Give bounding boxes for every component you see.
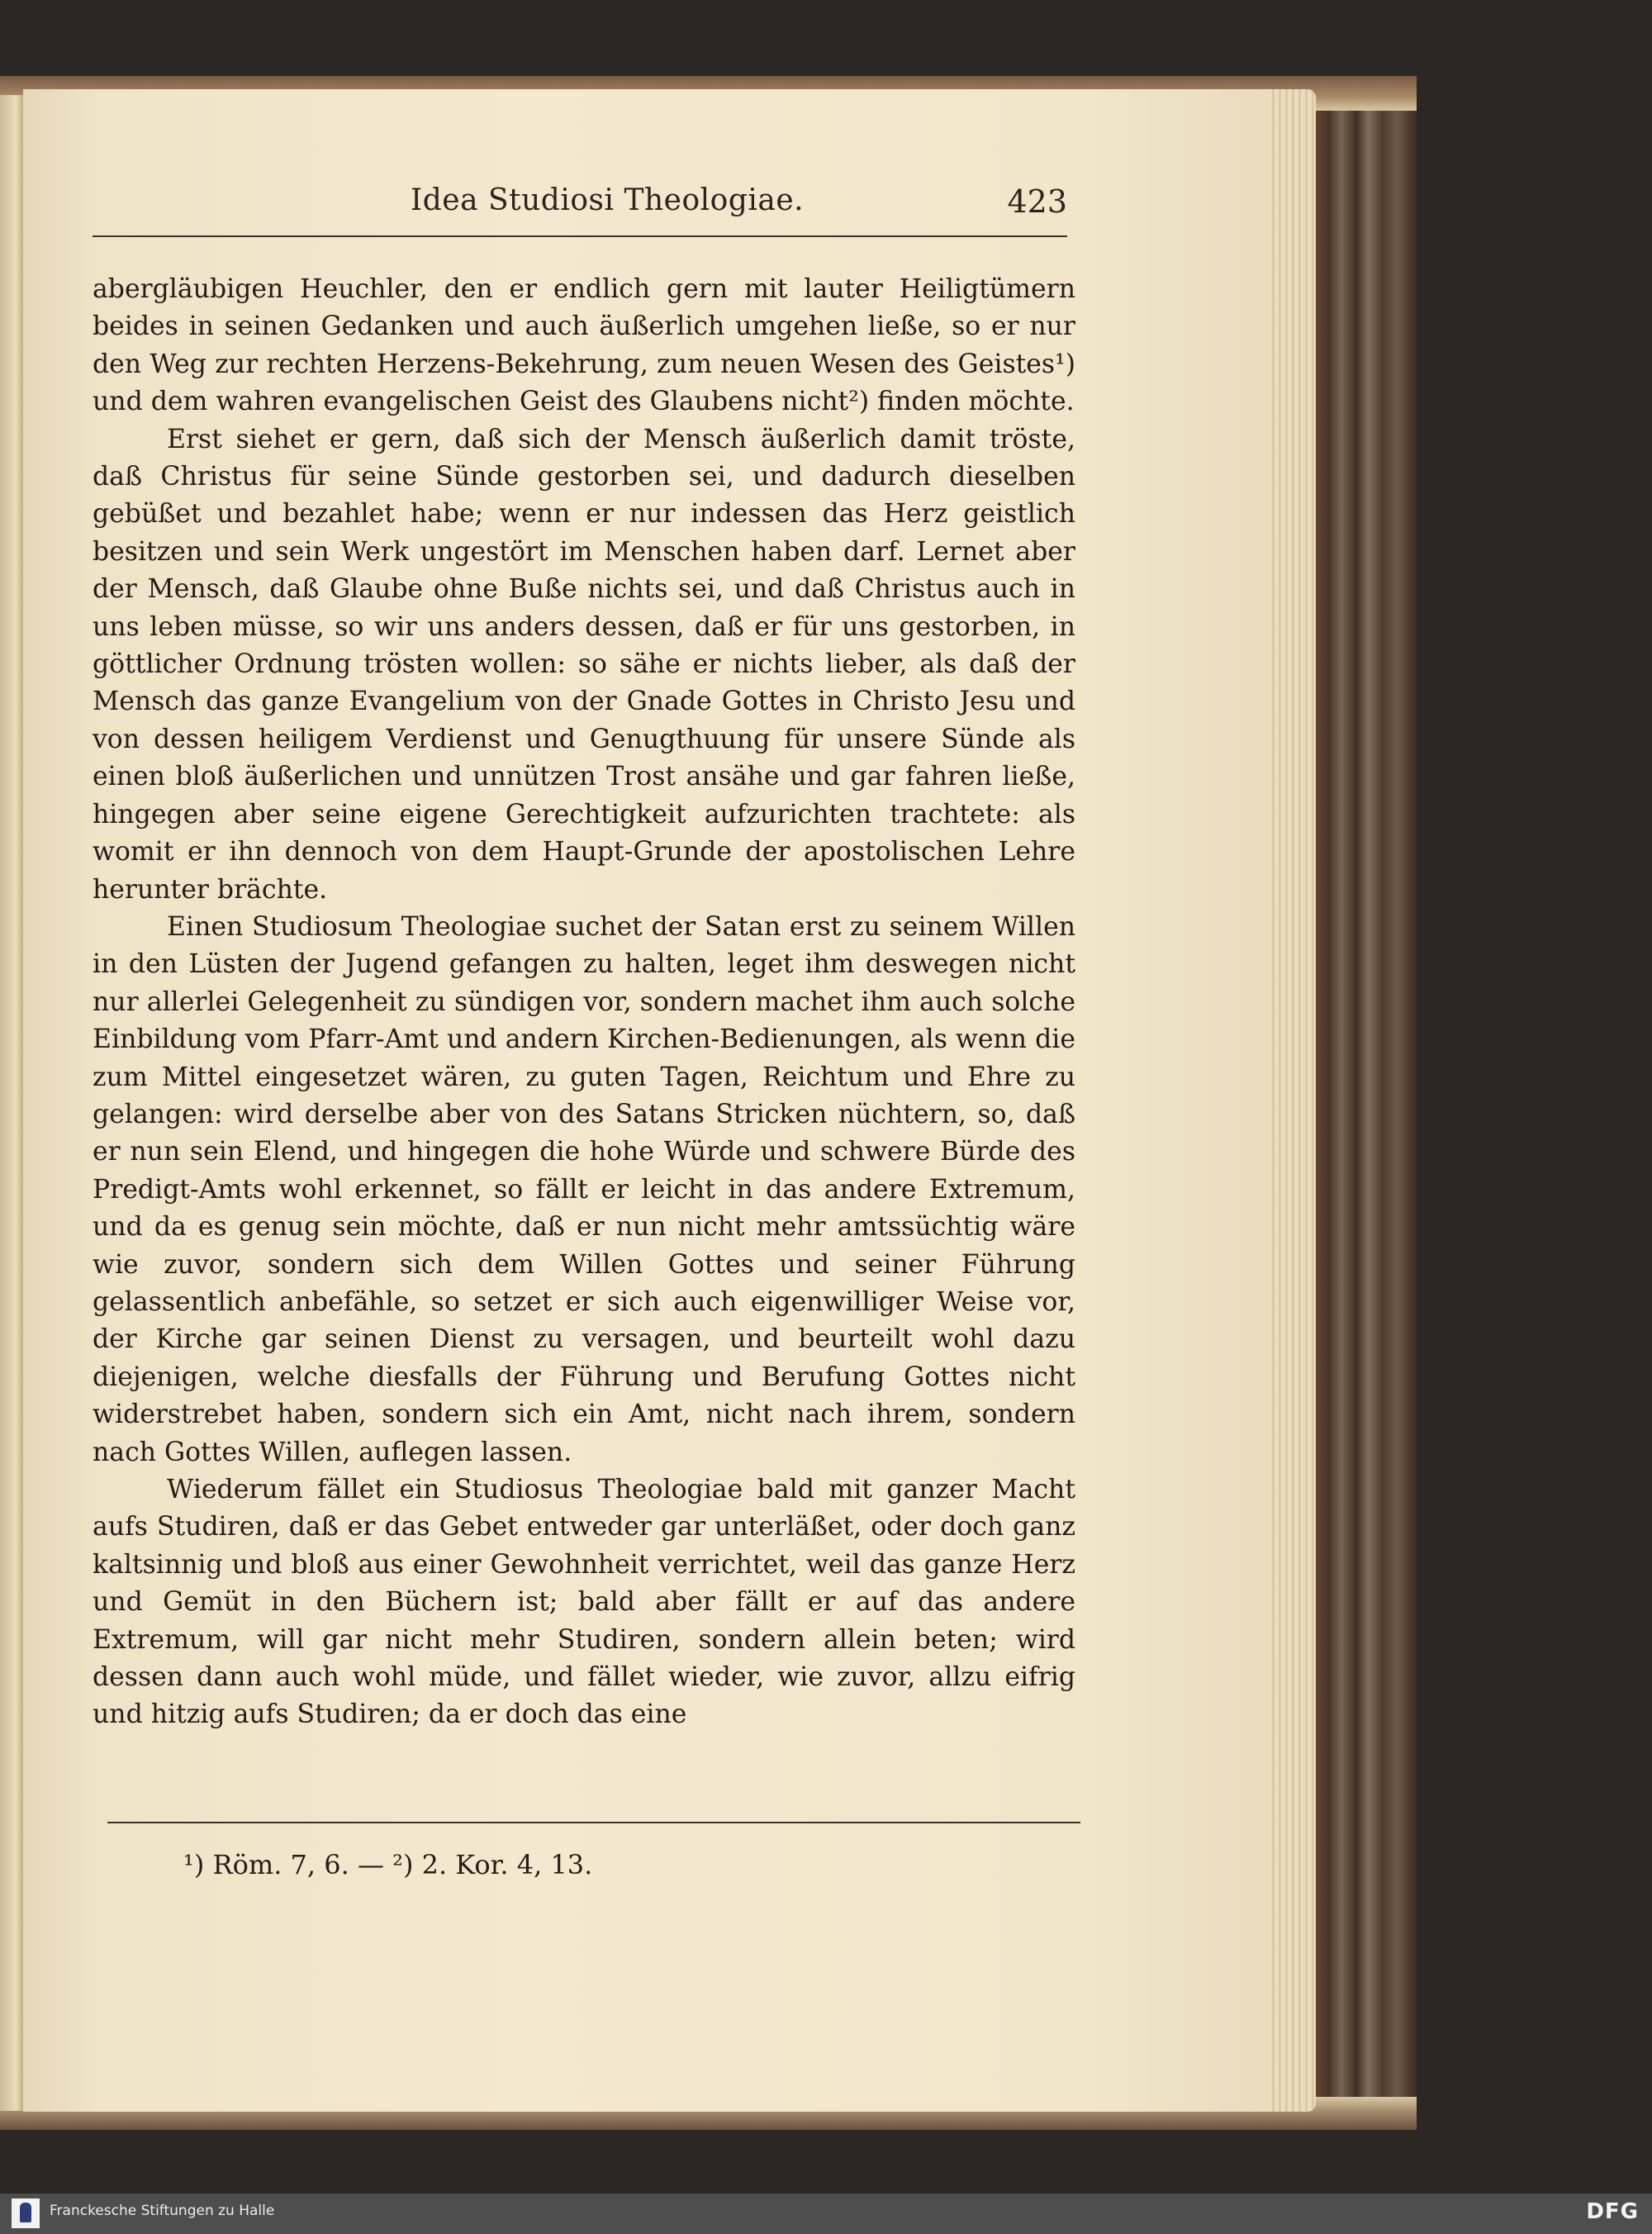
paragraph-4: Wiederum fället ein Studiosus Theologiae bald mit ganzer Macht aufs Studiren, daß er das Gebet entweder gar unterläßet, oder doch ganz kaltsinnig und bloß aus einer Gewohnheit verrichtet, weil das ganze Herz und Gemüt in den Büchern ist; bald aber fällt er auf das andere Extremum, will gar nicht mehr Studiren, sondern allein beten; wird dessen dann auch wohl müde, und fället wieder, wie zuvor, allzu eifrig und hitzig aufs Studiren; da er doch das eine bbox=[93, 1475, 1075, 1730]
body-text bbox=[93, 271, 1075, 1734]
facing-page-edge bbox=[0, 95, 23, 2111]
running-header bbox=[93, 180, 1067, 230]
paragraph-1: abergläubigen Heuchler, den er endlich gern mit lauter Heiligtümern beides in seinen Gedanken und auch äußerlich umgehen ließe, so er nur den Weg zur rechten Herzens-Bekehrung, zum neuen Wesen des Geistes¹) und dem wahren evangelischen Geist des Glaubens nicht²) finden möchte. bbox=[93, 274, 1075, 417]
book-cover-right bbox=[1309, 76, 1417, 2127]
header-rule bbox=[93, 235, 1067, 237]
footnote-rule bbox=[107, 1822, 1080, 1823]
paragraph-2: Erst siehet er gern, daß sich der Mensch äußerlich damit tröste, daß Christus für seine Sünde gestorben sei, und dadurch dieselben gebüßet und bezahlet habe; wenn er nur indessen das Herz geistlich besitzen und sein Werk ungestört im Menschen haben darf. Lernet aber der Mensch, daß Glaube ohne Buße nichts sei, und daß Christus auch in uns leben müsse, so wir uns anders dessen, daß er für uns gestorben, in göttlicher Ordnung trösten wollen: so sähe er nichts lieber, als daß der Mensch das ganze Evangelium von der Gnade Gottes in Christo Jesu und von dessen heiligem Verdienst und Genugthuung für unsere Sünde als einen bloß äußerlichen und unnützen Trost ansähe und gar fahren ließe, hingegen aber seine eigene Gerechtigkeit aufzurichten trachtete: als womit er ihn dennoch von dem Haupt-Grunde der apostolischen Lehre herunter brächte. bbox=[93, 424, 1075, 905]
institution-name[interactable]: Franckesche Stiftungen zu Halle bbox=[50, 2203, 275, 2219]
footnote: ¹) Röm. 7, 6. — ²) 2. Kor. 4, 13. bbox=[183, 1849, 593, 1880]
paragraph-3: Einen Studiosum Theologiae suchet der Satan erst zu seinem Willen in den Lüsten der Jugend gefangen zu halten, leget ihm deswegen nicht nur allerlei Gelegenheit zu sündigen vor, sondern machet ihm auch solche Einbildung vom Pfarr-Amt und andern Kirchen-Bedienungen, als wenn die zum Mittel eingesetzet wären, zu guten Tagen, Reichtum und Ehre zu gelangen: wird derselbe aber von des Satans Stricken nüchtern, so, daß er nun sein Elend, und hingegen die hohe Würde und schwere Bürde des Predigt-Amts wohl erkennet, so fällt er leicht in das andere Extremum, und da es genug sein möchte, daß er nun nicht mehr amtssüchtig wäre wie zuvor, sondern sich dem Willen Gottes und seiner Führung gelassentlich anbefähle, so setzet er sich auch eigenwilliger Weise vor, der Kirche gar seinen Dienst zu versagen, und beurteilt wohl dazu diejenigen, welche diesfalls der Führung und Berufung Gottes nicht widerstrebet haben, sondern sich ein Amt, nicht nach ihrem, sondern nach Gottes Willen, auflegen lassen. bbox=[93, 911, 1075, 1467]
page-number: 423 bbox=[1007, 183, 1067, 220]
dfg-logo[interactable]: DFG bbox=[1586, 2199, 1639, 2224]
institution-logo-icon[interactable] bbox=[12, 2198, 40, 2228]
page-stack-edges bbox=[1268, 89, 1316, 2112]
running-title: Idea Studiosi Theologiae. bbox=[411, 183, 805, 217]
